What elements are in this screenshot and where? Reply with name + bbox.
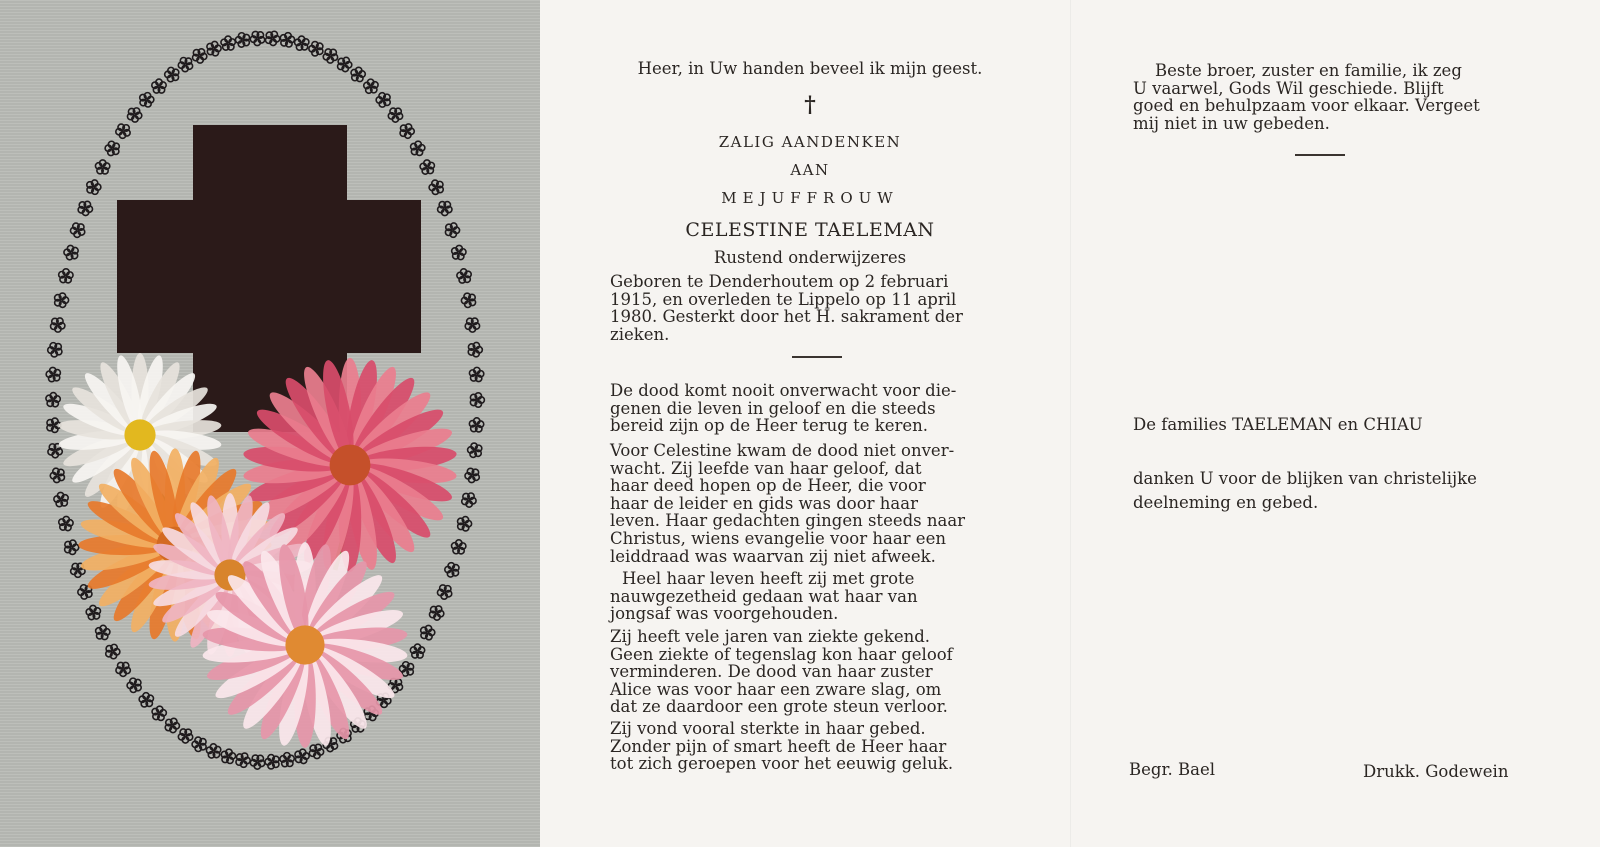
text-line: Zonder pijn of smart heeft de Heer haar (610, 736, 947, 756)
wreath-flower (116, 662, 130, 676)
wreath-flower (70, 223, 84, 237)
wreath-flower (462, 493, 476, 507)
wreath-flower (452, 245, 466, 259)
text-line: Geboren te Denderhoutem op 2 februari (610, 272, 949, 291)
text-line: haar de leider en gids was door haar (610, 493, 918, 513)
wreath-flower (280, 33, 294, 47)
wreath-flower (139, 693, 153, 707)
wreath-flower (59, 269, 73, 283)
wreath-flower (468, 342, 482, 356)
wreath-flower (87, 180, 101, 194)
wreath-flower (86, 605, 100, 619)
text-line: leven. Haar gedachten gingen steeds naar (610, 511, 966, 531)
wreath-flower (46, 393, 60, 407)
wreath-flower (127, 678, 141, 692)
text-line: Geen ziekte of tegenslag kon haar geloof (610, 644, 953, 664)
wreath-flower (165, 718, 179, 732)
wreath-flower (461, 293, 475, 307)
wreath-flower (140, 93, 154, 107)
wreath-flower (64, 245, 78, 259)
text-line: Voor Celestine kwam de dood niet onver- (610, 441, 955, 460)
wreath-flower (221, 749, 235, 763)
heading-zalig-aandenken: ZALIG AANDENKEN (718, 133, 902, 151)
wreath-flower (470, 393, 484, 407)
wreath-flower (364, 79, 378, 93)
text-line: 1980. Gesterkt door het H. sakrament der (610, 307, 963, 327)
wreath-flower (309, 42, 323, 56)
wreath-flower (323, 49, 337, 63)
text-line: verminderen. De dood van haar zuster (610, 662, 933, 682)
deceased-name: CELESTINE TAELEMAN (685, 219, 935, 241)
heading-aan: AAN (790, 161, 830, 179)
wreath-flower (468, 443, 482, 457)
wreath-flower (236, 753, 250, 767)
wreath-flower (152, 706, 166, 720)
wreath-flower (351, 67, 365, 81)
wreath-flower (178, 58, 192, 72)
wreath-flower (280, 753, 294, 767)
wreath-flower (105, 141, 119, 155)
wreath-flower (265, 755, 279, 769)
wreath-flower (295, 749, 309, 763)
divider (792, 356, 842, 358)
wreath-flower (469, 367, 483, 381)
divider (1295, 154, 1345, 156)
text-line: Alice was voor haar een zware slag, om (610, 679, 942, 699)
wreath-flower (193, 49, 207, 63)
wreath-flower (106, 644, 120, 658)
wreath-flower (165, 67, 179, 81)
wreath-flower (457, 269, 471, 283)
wreath-flower (438, 202, 452, 216)
text-line: Zij heeft vele jaren van ziekte gekend. (610, 627, 931, 646)
text-line: goed en behulpzaam voor elkaar. Vergeet (1133, 96, 1480, 116)
printer-credit: Drukk. Godewein (1363, 762, 1509, 781)
wreath-flower (207, 41, 221, 55)
wreath-flower (445, 223, 459, 237)
text-line: wacht. Zij leefde van haar geloof, dat (610, 458, 922, 478)
wreath-flower (410, 644, 424, 658)
wreath-flower (116, 124, 130, 138)
wreath-flower (309, 744, 323, 758)
wreath-flower (235, 33, 249, 47)
undertaker-credit: Begr. Bael (1129, 760, 1216, 779)
wreath-flower (221, 36, 235, 50)
wreath-flower (96, 625, 110, 639)
wreath-flower (338, 57, 352, 71)
wreath-flower (206, 744, 220, 758)
wreath-flower (465, 318, 479, 332)
text-line: leiddraad was waarvan zij niet afweek. (610, 546, 936, 566)
wreath-flower (429, 180, 443, 194)
text-line: Christus, wiens evangelie voor haar een (610, 528, 946, 548)
birth-death-paragraph (610, 273, 1020, 343)
wreath-flower (51, 318, 65, 332)
wreath-flower (445, 563, 459, 577)
text-line: mij niet in uw gebeden. (1133, 113, 1330, 133)
wreath-flower (376, 93, 390, 107)
text-line: De dood komt nooit onverwacht voor die- (610, 381, 957, 400)
wreath-flower (46, 367, 60, 381)
thanks-line-1: danken U voor de blijken van christelijke (1133, 469, 1477, 488)
occupation: Rustend onderwijzeres (713, 248, 907, 267)
text-line: jongsaf was voorgehouden. (610, 604, 839, 624)
text-line: U vaarwel, Gods Wil geschiede. Blijft (1133, 78, 1444, 98)
memorial-text-page (540, 0, 1070, 847)
wreath-flower (65, 540, 79, 554)
wreath-flower (54, 492, 68, 506)
paragraph-5 (610, 720, 1020, 773)
text-line: Beste broer, zuster en familie, ik zeg (1155, 61, 1462, 80)
wreath-flower (429, 606, 443, 620)
wreath-flower (55, 293, 69, 307)
card-illustration (0, 0, 540, 847)
wreath-flower (400, 124, 414, 138)
wreath-flower (452, 540, 466, 554)
wreath-flower (420, 160, 434, 174)
heading-mejuffrouw: MEJUFFROUW (721, 189, 899, 207)
text-line: zieken. (610, 324, 670, 344)
wreath-flower (192, 737, 206, 751)
text-line: dat ze daardoor een grote steun verloor. (610, 697, 948, 717)
wreath-flower (95, 160, 109, 174)
wreath-flower (388, 108, 402, 122)
text-line: tot zich geroepen voor het eeuwig geluk. (610, 754, 954, 774)
wreath-flower (411, 141, 425, 155)
text-line: Heel haar leven heeft zij met grote (622, 569, 915, 588)
wreath-flower (295, 36, 309, 50)
text-line: genen die leven in geloof en die steeds (610, 398, 936, 418)
wreath-flower (250, 755, 264, 769)
text-line: bereid zijn op de Heer terug te keren. (610, 416, 929, 436)
wreath-flower (48, 343, 62, 357)
text-line: 1915, en overleden te Lippelo op 11 april (610, 289, 957, 309)
wreath-flower (465, 468, 479, 482)
wreath-flower (250, 31, 264, 45)
text-line: Zij vond vooral sterkte in haar gebed. (610, 719, 926, 738)
wreath-flower (127, 108, 141, 122)
wreath-flower (178, 729, 192, 743)
cross-icon: † (804, 92, 816, 118)
wreath-flower (458, 517, 472, 531)
farewell-paragraph (1133, 62, 1533, 132)
memorial-card-front (0, 0, 540, 847)
paragraph-3 (610, 570, 1020, 623)
wreath-flower (50, 468, 64, 482)
farewell-page (1070, 0, 1600, 847)
prayer-motto: Heer, in Uw handen beveel ik mijn geest. (637, 59, 983, 78)
wreath-flower (437, 585, 451, 599)
thanks-line-2: deelneming en gebed. (1133, 493, 1319, 512)
wreath-flower (152, 79, 166, 93)
text-line: nauwgezetheid gedaan wat haar van (610, 586, 918, 606)
families-line: De families TAELEMAN en CHIAU (1133, 415, 1423, 434)
wreath-flower (78, 201, 92, 215)
paragraph-2 (610, 442, 1020, 565)
wreath-flower (469, 418, 483, 432)
text-line: haar deed hopen op de Heer, die voor (610, 476, 926, 496)
wreath-flower (265, 31, 279, 45)
wreath-flower (59, 516, 73, 530)
paragraph-1 (610, 382, 1020, 435)
paragraph-4 (610, 628, 1020, 716)
wreath-flower (421, 625, 435, 639)
